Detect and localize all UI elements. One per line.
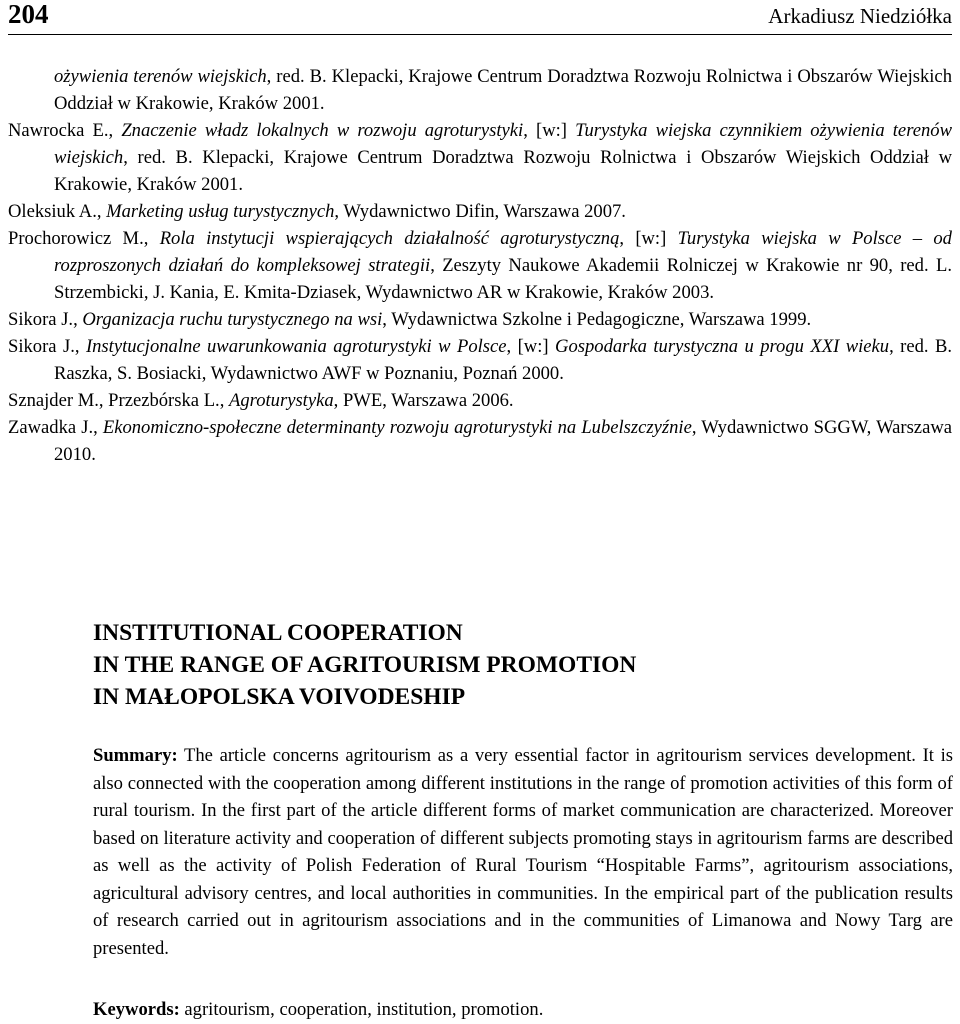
reference-title: Znaczenie władz lokalnych w rozwoju agroturystyki xyxy=(121,120,524,141)
reference-text: , [w:] xyxy=(619,228,678,249)
reference-text: Zawadka J., xyxy=(8,417,103,438)
reference-entry xyxy=(8,333,952,387)
reference-title: Ekonomiczno-społeczne determinanty rozwoju agroturystyki na Lubelszczyźnie xyxy=(102,417,692,438)
reference-title: Instytucjonalne uwarunkowania agroturystyki w Polsce xyxy=(85,336,507,357)
reference-text: Sikora J., xyxy=(8,309,83,330)
summary-label: Summary: xyxy=(93,745,178,766)
reference-title: Organizacja ruchu turystycznego na wsi xyxy=(82,309,383,330)
reference-title: Agroturystyka xyxy=(229,390,334,411)
reference-title: Turystyka wiejska czynnikiem ożywienia terenów wiejskich xyxy=(54,120,952,168)
keywords-text: agritourism, cooperation, institution, promotion. xyxy=(184,999,544,1020)
reference-text: , Wydawnictwo SGGW, Warszawa 2010. xyxy=(54,417,952,465)
reference-entry xyxy=(8,225,952,306)
keywords-label: Keywords: xyxy=(93,999,180,1020)
reference-text: Sznajder M., Przezbórska L., xyxy=(8,390,229,411)
reference-text: , red. B. Raszka, S. Bosiacki, Wydawnictwo AWF w Poznaniu, Poznań 2000. xyxy=(54,336,953,384)
running-head-author: Arkadiusz Niedziółka xyxy=(768,4,952,28)
reference-text: Prochorowicz M., xyxy=(8,228,160,249)
reference-title: Turystyka wiejska w Polsce – od rozproszonych działań do kompleksowej strategii xyxy=(54,228,952,276)
reference-text: Nawrocka E., xyxy=(8,120,122,141)
reference-text: Oleksiuk A., xyxy=(8,201,107,222)
reference-title: Rola instytucji wspierających działalność agroturystyczną xyxy=(159,228,620,249)
reference-text: , [w:] xyxy=(523,120,576,141)
keywords-paragraph xyxy=(93,996,953,1023)
reference-text: , red. B. Klepacki, Krajowe Centrum Doradztwa Rozwoju Rolnictwa i Obszarów Wiejskich Oddział w Krakowie, Kraków 2001. xyxy=(54,66,952,114)
reference-entry xyxy=(8,387,952,414)
reference-text: , PWE, Warszawa 2006. xyxy=(333,390,514,411)
title-line: INSTITUTIONAL COOPERATION xyxy=(93,620,463,646)
reference-entry xyxy=(8,198,952,225)
reference-entry xyxy=(8,414,952,468)
reference-text: , red. B. Klepacki, Krajowe Centrum Doradztwa Rozwoju Rolnictwa i Obszarów Wiejskich Oddział w Krakowie, Kraków 2001. xyxy=(54,147,952,195)
reference-text: , Zeszyty Naukowe Akademii Rolniczej w Krakowie nr 90, red. L. Strzembicki, J. Kania, E. Kmita-Dziasek, Wydawnictwo AR w Krakowie, Kraków 2003. xyxy=(54,255,953,303)
reference-entry xyxy=(8,117,952,198)
reference-entry xyxy=(8,63,952,117)
reference-title: ożywienia terenów wiejskich xyxy=(54,66,267,87)
reference-title: Gospodarka turystyczna u progu XXI wieku xyxy=(555,336,890,357)
reference-text: , Wydawnictwa Szkolne i Pedagogiczne, Warszawa 1999. xyxy=(382,309,812,330)
title-line: IN THE RANGE OF AGRITOURISM PROMOTION xyxy=(93,652,637,678)
article-title xyxy=(93,617,953,713)
page-number: 204 xyxy=(8,0,49,29)
bibliography xyxy=(8,63,952,468)
summary-paragraph xyxy=(93,742,953,962)
reference-text: Sikora J., xyxy=(8,336,86,357)
summary-text: The article concerns agritourism as a very essential factor in agritourism services development. It is also connected with the cooperation among different institutions in the range of promotion activities of this form of rural tourism. In the first part of the article different forms of market communication are characterized. Moreover based on literature activity and cooperation of different subjects promoting stays in agritourism farms are described as well as the activity of Polish Federation of Rural Tourism “Hospitable Farms”, agritourism associations, agricultural advisory centres, and local authorities in communities. In the empirical part of the publication results of research carried out in agritourism associations and in the communities of Limanowa and Nowy Targ are presented. xyxy=(93,745,953,959)
reference-title: Marketing usług turystycznych xyxy=(106,201,335,222)
title-line: IN MAŁOPOLSKA VOIVODESHIP xyxy=(93,684,466,710)
reference-entry xyxy=(8,306,952,333)
reference-text: , Wydawnictwo Difin, Warszawa 2007. xyxy=(334,201,626,222)
reference-text: , [w:] xyxy=(506,336,556,357)
page-header xyxy=(8,0,952,35)
